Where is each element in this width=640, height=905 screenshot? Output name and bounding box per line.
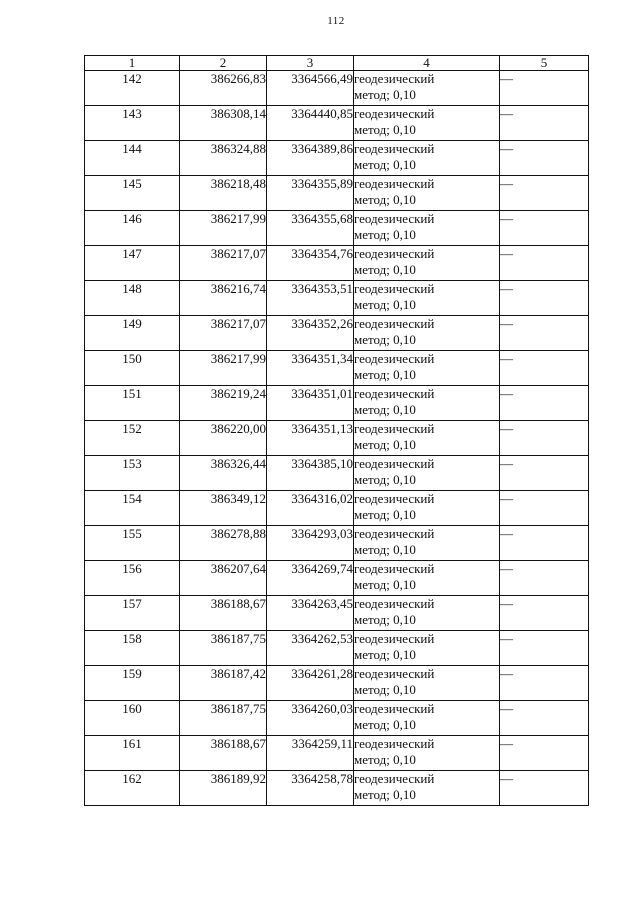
coordinate-y: 3364258,78 xyxy=(267,771,354,806)
note-cell: — xyxy=(500,631,589,666)
method-cell xyxy=(354,771,500,806)
method-cell xyxy=(354,491,500,526)
note-cell: — xyxy=(500,526,589,561)
table-row xyxy=(85,596,589,631)
coordinate-x: 386188,67 xyxy=(180,596,267,631)
method-cell xyxy=(354,316,500,351)
method-line-1: геодезический xyxy=(354,176,435,191)
method-line-1: геодезический xyxy=(354,736,435,751)
method-cell xyxy=(354,71,500,106)
table-row xyxy=(85,246,589,281)
coordinate-y: 3364353,51 xyxy=(267,281,354,316)
point-number: 162 xyxy=(85,771,180,806)
coordinate-y: 3364389,86 xyxy=(267,141,354,176)
coordinate-y: 3364316,02 xyxy=(267,491,354,526)
table-row xyxy=(85,491,589,526)
coordinate-x: 386266,83 xyxy=(180,71,267,106)
coordinate-x: 386189,92 xyxy=(180,771,267,806)
table-row xyxy=(85,456,589,491)
method-cell xyxy=(354,176,500,211)
point-number: 156 xyxy=(85,561,180,596)
method-line-1: геодезический xyxy=(354,106,435,121)
coordinate-y: 3364355,89 xyxy=(267,176,354,211)
point-number: 151 xyxy=(85,386,180,421)
coordinate-y: 3364351,01 xyxy=(267,386,354,421)
table-row xyxy=(85,316,589,351)
method-line-2: метод; 0,10 xyxy=(354,332,416,347)
header-col-1: 1 xyxy=(85,56,180,71)
method-line-1: геодезический xyxy=(354,561,435,576)
point-number: 159 xyxy=(85,666,180,701)
note-cell: — xyxy=(500,421,589,456)
method-line-2: метод; 0,10 xyxy=(354,577,416,592)
point-number: 157 xyxy=(85,596,180,631)
method-line-2: метод; 0,10 xyxy=(354,787,416,802)
table-row xyxy=(85,736,589,771)
coordinate-x: 386187,75 xyxy=(180,631,267,666)
coordinates-table xyxy=(84,55,589,806)
point-number: 142 xyxy=(85,71,180,106)
method-line-1: геодезический xyxy=(354,526,435,541)
method-line-1: геодезический xyxy=(354,631,435,646)
coordinate-x: 386349,12 xyxy=(180,491,267,526)
table-row xyxy=(85,281,589,316)
note-cell: — xyxy=(500,771,589,806)
point-number: 144 xyxy=(85,141,180,176)
method-cell xyxy=(354,211,500,246)
method-cell xyxy=(354,596,500,631)
note-cell: — xyxy=(500,736,589,771)
method-cell xyxy=(354,631,500,666)
method-line-1: геодезический xyxy=(354,351,435,366)
method-cell xyxy=(354,666,500,701)
note-cell: — xyxy=(500,106,589,141)
table-row xyxy=(85,771,589,806)
point-number: 152 xyxy=(85,421,180,456)
point-number: 145 xyxy=(85,176,180,211)
coordinate-y: 3364440,85 xyxy=(267,106,354,141)
table-row xyxy=(85,421,589,456)
coordinate-x: 386326,44 xyxy=(180,456,267,491)
method-cell xyxy=(354,561,500,596)
coordinate-y: 3364262,53 xyxy=(267,631,354,666)
method-cell xyxy=(354,281,500,316)
coordinate-y: 3364351,13 xyxy=(267,421,354,456)
point-number: 154 xyxy=(85,491,180,526)
coordinate-x: 386217,99 xyxy=(180,351,267,386)
point-number: 161 xyxy=(85,736,180,771)
header-row xyxy=(85,56,589,71)
coordinate-y: 3364351,34 xyxy=(267,351,354,386)
note-cell: — xyxy=(500,316,589,351)
coordinate-x: 386324,88 xyxy=(180,141,267,176)
method-line-2: метод; 0,10 xyxy=(354,367,416,382)
method-cell xyxy=(354,351,500,386)
coordinate-x: 386308,14 xyxy=(180,106,267,141)
method-line-2: метод; 0,10 xyxy=(354,122,416,137)
coordinate-y: 3364293,03 xyxy=(267,526,354,561)
coordinate-y: 3364260,03 xyxy=(267,701,354,736)
note-cell: — xyxy=(500,596,589,631)
coordinate-x: 386220,00 xyxy=(180,421,267,456)
note-cell: — xyxy=(500,491,589,526)
method-line-2: метод; 0,10 xyxy=(354,157,416,172)
point-number: 153 xyxy=(85,456,180,491)
header-col-2: 2 xyxy=(180,56,267,71)
method-cell xyxy=(354,526,500,561)
coordinate-y: 3364269,74 xyxy=(267,561,354,596)
note-cell: — xyxy=(500,701,589,736)
method-line-1: геодезический xyxy=(354,281,435,296)
method-line-1: геодезический xyxy=(354,316,435,331)
method-line-1: геодезический xyxy=(354,491,435,506)
table-row xyxy=(85,386,589,421)
method-line-1: геодезический xyxy=(354,141,435,156)
method-line-1: геодезический xyxy=(354,421,435,436)
method-line-1: геодезический xyxy=(354,71,435,86)
table-row xyxy=(85,176,589,211)
note-cell: — xyxy=(500,246,589,281)
coordinate-x: 386217,07 xyxy=(180,316,267,351)
coordinate-x: 386187,42 xyxy=(180,666,267,701)
table-row xyxy=(85,106,589,141)
method-line-1: геодезический xyxy=(354,246,435,261)
note-cell: — xyxy=(500,141,589,176)
method-line-2: метод; 0,10 xyxy=(354,262,416,277)
table-row xyxy=(85,631,589,666)
point-number: 148 xyxy=(85,281,180,316)
note-cell: — xyxy=(500,71,589,106)
method-cell xyxy=(354,456,500,491)
method-line-2: метод; 0,10 xyxy=(354,437,416,452)
point-number: 158 xyxy=(85,631,180,666)
coordinate-y: 3364566,49 xyxy=(267,71,354,106)
table-row xyxy=(85,701,589,736)
coordinate-x: 386188,67 xyxy=(180,736,267,771)
note-cell: — xyxy=(500,281,589,316)
method-cell xyxy=(354,701,500,736)
note-cell: — xyxy=(500,211,589,246)
note-cell: — xyxy=(500,351,589,386)
coordinate-x: 386216,74 xyxy=(180,281,267,316)
coordinate-y: 3364259,11 xyxy=(267,736,354,771)
point-number: 147 xyxy=(85,246,180,281)
coordinate-x: 386217,99 xyxy=(180,211,267,246)
method-line-2: метод; 0,10 xyxy=(354,227,416,242)
coordinate-y: 3364354,76 xyxy=(267,246,354,281)
method-cell xyxy=(354,386,500,421)
page-number: 112 xyxy=(327,15,345,27)
header-col-4: 4 xyxy=(354,56,500,71)
method-line-2: метод; 0,10 xyxy=(354,507,416,522)
note-cell: — xyxy=(500,456,589,491)
header-col-3: 3 xyxy=(267,56,354,71)
point-number: 146 xyxy=(85,211,180,246)
coordinate-x: 386278,88 xyxy=(180,526,267,561)
method-line-1: геодезический xyxy=(354,771,435,786)
point-number: 155 xyxy=(85,526,180,561)
method-line-2: метод; 0,10 xyxy=(354,192,416,207)
method-line-2: метод; 0,10 xyxy=(354,647,416,662)
method-line-2: метод; 0,10 xyxy=(354,752,416,767)
method-line-1: геодезический xyxy=(354,701,435,716)
coordinate-y: 3364263,45 xyxy=(267,596,354,631)
method-line-2: метод; 0,10 xyxy=(354,717,416,732)
header-col-5: 5 xyxy=(500,56,589,71)
table-row xyxy=(85,211,589,246)
method-cell xyxy=(354,246,500,281)
method-line-2: метод; 0,10 xyxy=(354,87,416,102)
coordinate-y: 3364352,26 xyxy=(267,316,354,351)
coordinate-y: 3364385,10 xyxy=(267,456,354,491)
table-row xyxy=(85,526,589,561)
table-body xyxy=(85,71,589,806)
method-line-1: геодезический xyxy=(354,211,435,226)
note-cell: — xyxy=(500,561,589,596)
point-number: 149 xyxy=(85,316,180,351)
method-cell xyxy=(354,141,500,176)
method-line-2: метод; 0,10 xyxy=(354,612,416,627)
coordinate-y: 3364261,28 xyxy=(267,666,354,701)
method-line-2: метод; 0,10 xyxy=(354,472,416,487)
table-row xyxy=(85,141,589,176)
table-row xyxy=(85,351,589,386)
table-row xyxy=(85,666,589,701)
note-cell: — xyxy=(500,666,589,701)
note-cell: — xyxy=(500,176,589,211)
method-line-2: метод; 0,10 xyxy=(354,542,416,557)
point-number: 150 xyxy=(85,351,180,386)
table-row xyxy=(85,71,589,106)
method-line-1: геодезический xyxy=(354,666,435,681)
method-line-1: геодезический xyxy=(354,456,435,471)
point-number: 160 xyxy=(85,701,180,736)
method-line-1: геодезический xyxy=(354,596,435,611)
coordinate-x: 386187,75 xyxy=(180,701,267,736)
coordinate-y: 3364355,68 xyxy=(267,211,354,246)
method-cell xyxy=(354,736,500,771)
point-number: 143 xyxy=(85,106,180,141)
method-cell xyxy=(354,106,500,141)
note-cell: — xyxy=(500,386,589,421)
table-header xyxy=(85,56,589,71)
coordinate-x: 386217,07 xyxy=(180,246,267,281)
method-line-2: метод; 0,10 xyxy=(354,682,416,697)
coordinate-x: 386218,48 xyxy=(180,176,267,211)
method-line-1: геодезический xyxy=(354,386,435,401)
coordinate-x: 386207,64 xyxy=(180,561,267,596)
table-row xyxy=(85,561,589,596)
method-line-2: метод; 0,10 xyxy=(354,402,416,417)
coordinate-x: 386219,24 xyxy=(180,386,267,421)
method-cell xyxy=(354,421,500,456)
method-line-2: метод; 0,10 xyxy=(354,297,416,312)
